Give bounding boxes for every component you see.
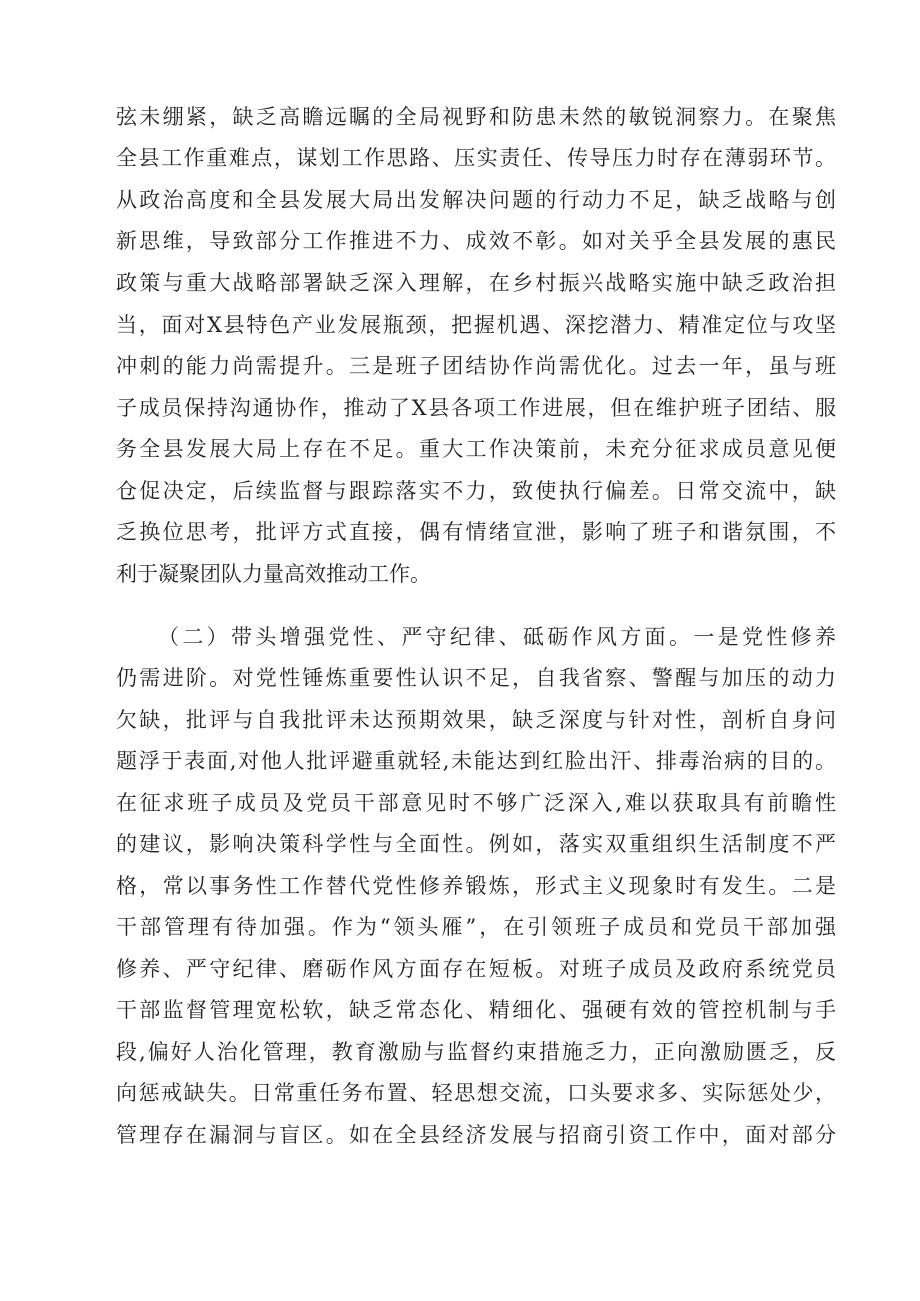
text-line-23: 段,偏好人治化管理，教育激励与监督约束措施乏力，正向激励匮乏，反: [116, 1040, 836, 1064]
text-line-10: 仓促决定，后续监督与跟踪落实不力，致使执行偏差。日常交流中，缺: [116, 479, 836, 503]
text-line-20: 干部管理有待加强。作为“领头雁”，在引领班子成员和党员干部加强: [116, 915, 836, 939]
text-line-17: 在征求班子成员及党员干部意见时不够广泛深入,难以获取具有前瞻性: [116, 791, 836, 815]
text-line-25: 管理存在漏洞与盲区。如在全县经济发展与招商引资工作中，面对部分: [116, 1123, 836, 1147]
text-line-19: 格，常以事务性工作替代党性修养锻炼，形式主义现象时有发生。二是: [116, 874, 836, 898]
text-line-1: 弦未绷紧，缺乏高瞻远瞩的全局视野和防患未然的敏锐洞察力。在聚焦: [116, 105, 836, 129]
text-line-24: 向惩戒缺失。日常重任务布置、轻思想交流，口头要求多、实际惩处少，: [116, 1081, 836, 1105]
text-line-16: 题浮于表面,对他人批评避重就轻,未能达到红脸出汗、排毒治病的目的。: [116, 749, 836, 773]
text-line-3: 从政治高度和全县发展大局出发解决问题的行动力不足，缺乏战略与创: [116, 188, 836, 212]
text-line-11: 乏换位思考，批评方式直接，偶有情绪宣泄，影响了班子和谐氛围，不: [116, 520, 836, 544]
text-line-5: 政策与重大战略部署缺乏深入理解，在乡村振兴战略实施中缺乏政治担: [116, 271, 836, 295]
text-line-2: 全县工作重难点，谋划工作思路、压实责任、传导压力时存在薄弱环节。: [116, 146, 836, 170]
text-line-6: 当，面对X县特色产业发展瓶颈，把握机遇、深挖潜力、精准定位与攻坚: [116, 313, 836, 337]
text-line-12: 利于凝聚团队力量高效推动工作。: [116, 562, 431, 586]
text-line-15: 欠缺，批评与自我批评未达预期效果，缺乏深度与针对性，剖析自身问: [116, 708, 836, 732]
section-heading-line: （二）带头增强党性、严守纪律、砥砺作风方面。一是党性修养: [158, 625, 836, 649]
text-line-18: 的建议，影响决策科学性与全面性。例如，落实双重组织生活制度不严: [116, 832, 836, 856]
text-line-21: 修养、严守纪律、磨砺作风方面存在短板。对班子成员及政府系统党员: [116, 957, 836, 981]
text-line-9: 务全县发展大局上存在不足。重大工作决策前，未充分征求成员意见便: [116, 437, 836, 461]
text-line-4: 新思维，导致部分工作推进不力、成效不彰。如对关乎全县发展的惠民: [116, 229, 836, 253]
text-line-7: 冲刺的能力尚需提升。三是班子团结协作尚需优化。过去一年，虽与班: [116, 354, 836, 378]
text-line-22: 干部监督管理宽松软，缺乏常态化、精细化、强硬有效的管控机制与手: [116, 998, 836, 1022]
text-line-14: 仍需进阶。对党性锤炼重要性认识不足，自我省察、警醒与加压的动力: [116, 666, 836, 690]
text-line-8: 子成员保持沟通协作，推动了X县各项工作进展，但在维护班子团结、服: [116, 396, 836, 420]
